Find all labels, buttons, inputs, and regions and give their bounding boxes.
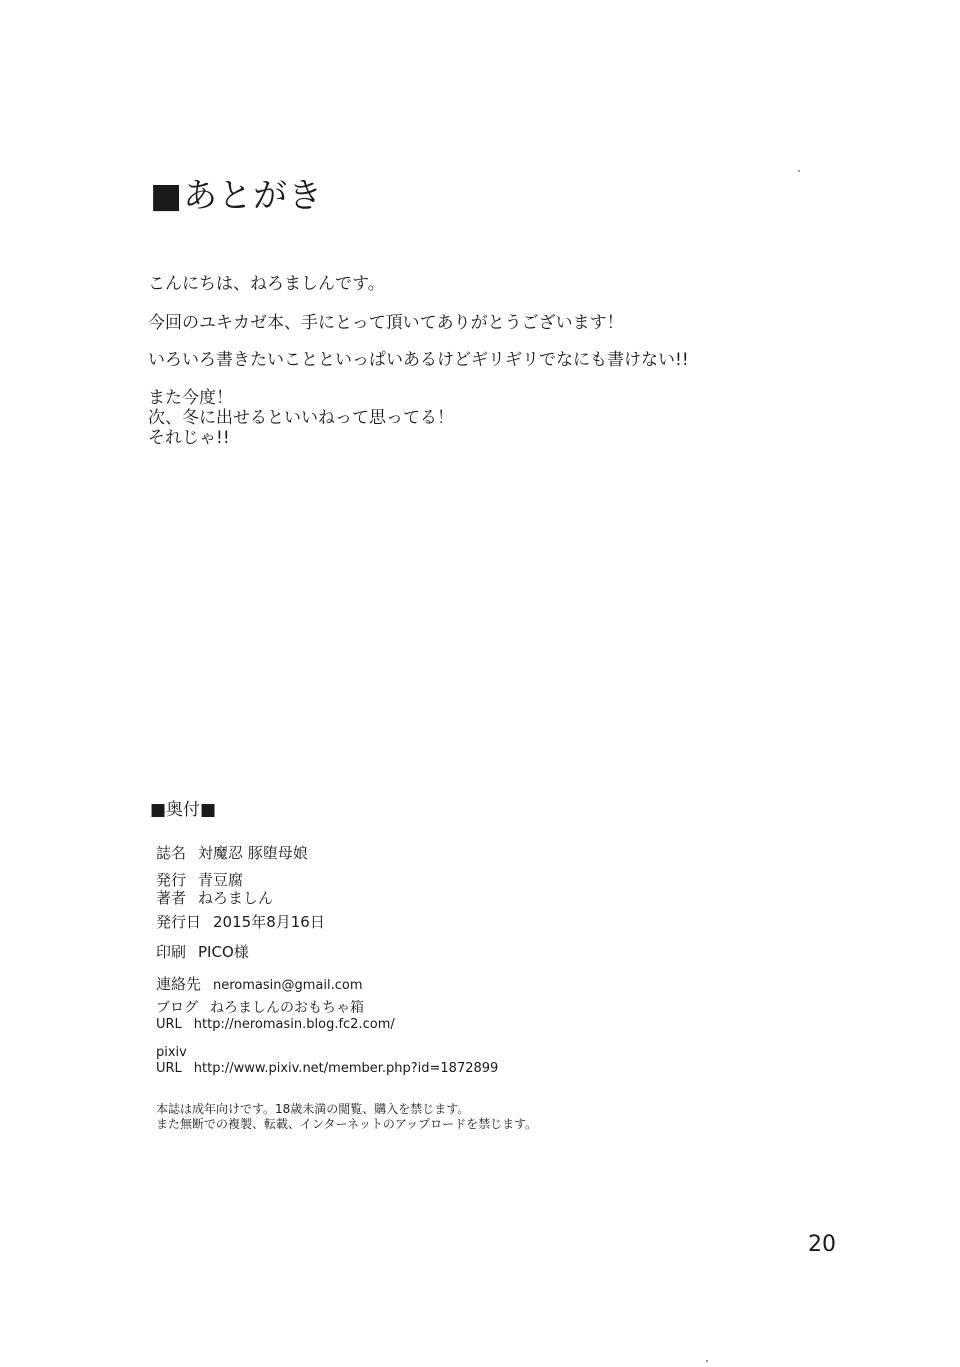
colophon-key: 発行日 — [156, 913, 202, 931]
colophon-row-printer — [156, 943, 249, 961]
colophon-row-blog-url — [156, 1016, 395, 1034]
colophon-row-contact — [156, 975, 363, 995]
colophon-key: ブログ — [156, 1000, 198, 1016]
colophon-key: URL — [156, 1061, 182, 1076]
colophon-value: 2015年8月16日 — [213, 913, 325, 931]
colophon-row-title — [156, 844, 308, 862]
colophon-value: ねろましん — [198, 889, 274, 907]
colophon-row-issue-date — [156, 913, 325, 931]
afterword-line-winter: 次、冬に出せるといいねって思ってる！ — [148, 408, 454, 428]
afterword-line-thanks: 今回のユキカゼ本、手にとって頂いてありがとうございます！ — [148, 313, 624, 333]
pixiv-label: pixiv — [156, 1045, 187, 1060]
colophon-key: 著者 — [156, 889, 187, 907]
notice-line-copyright: また無断での複製、転載、インターネットのアップロードを禁じます。 — [156, 1117, 538, 1131]
afterword-heading: ■あとがき — [150, 176, 324, 216]
colophon-key: 印刷 — [156, 943, 187, 961]
afterword-line-next-time: また今度！ — [148, 388, 233, 408]
notice-line-age: 本誌は成年向けです。18歳未満の閲覧、購入を禁じます。 — [156, 1102, 470, 1116]
colophon-key: URL — [156, 1017, 182, 1032]
afterword-line-wishes: いろいろ書きたいことといっぱいあるけどギリギリでなにも書けない!! — [148, 350, 689, 370]
colophon-row-blog — [156, 999, 364, 1017]
colophon-value: 青豆腐 — [198, 871, 244, 889]
colophon-title: ■奥付■ — [150, 800, 217, 820]
afterword-line-bye: それじゃ!! — [148, 428, 230, 448]
colophon-value: PICO様 — [198, 943, 249, 961]
colophon-key: 連絡先 — [156, 975, 202, 993]
scan-speck — [706, 1360, 708, 1362]
pixiv-url-link[interactable]: http://www.pixiv.net/member.php?id=1872899 — [193, 1061, 499, 1076]
colophon-row-pixiv-url — [156, 1060, 498, 1078]
colophon-key: 誌名 — [156, 844, 187, 862]
colophon-row-publisher — [156, 871, 243, 889]
contact-email: neromasin@gmail.com — [213, 978, 363, 993]
colophon-key: 発行 — [156, 871, 187, 889]
blog-url-link[interactable]: http://neromasin.blog.fc2.com/ — [193, 1017, 395, 1032]
colophon-value: 対魔忍 豚堕母娘 — [198, 844, 308, 862]
colophon-row-author — [156, 889, 273, 907]
afterword-line-greeting: こんにちは、ねろましんです。 — [148, 274, 385, 294]
scan-speck — [798, 170, 800, 172]
colophon-value: ねろましんのおもちゃ箱 — [210, 1000, 364, 1016]
page-number: 20 — [808, 1232, 836, 1257]
